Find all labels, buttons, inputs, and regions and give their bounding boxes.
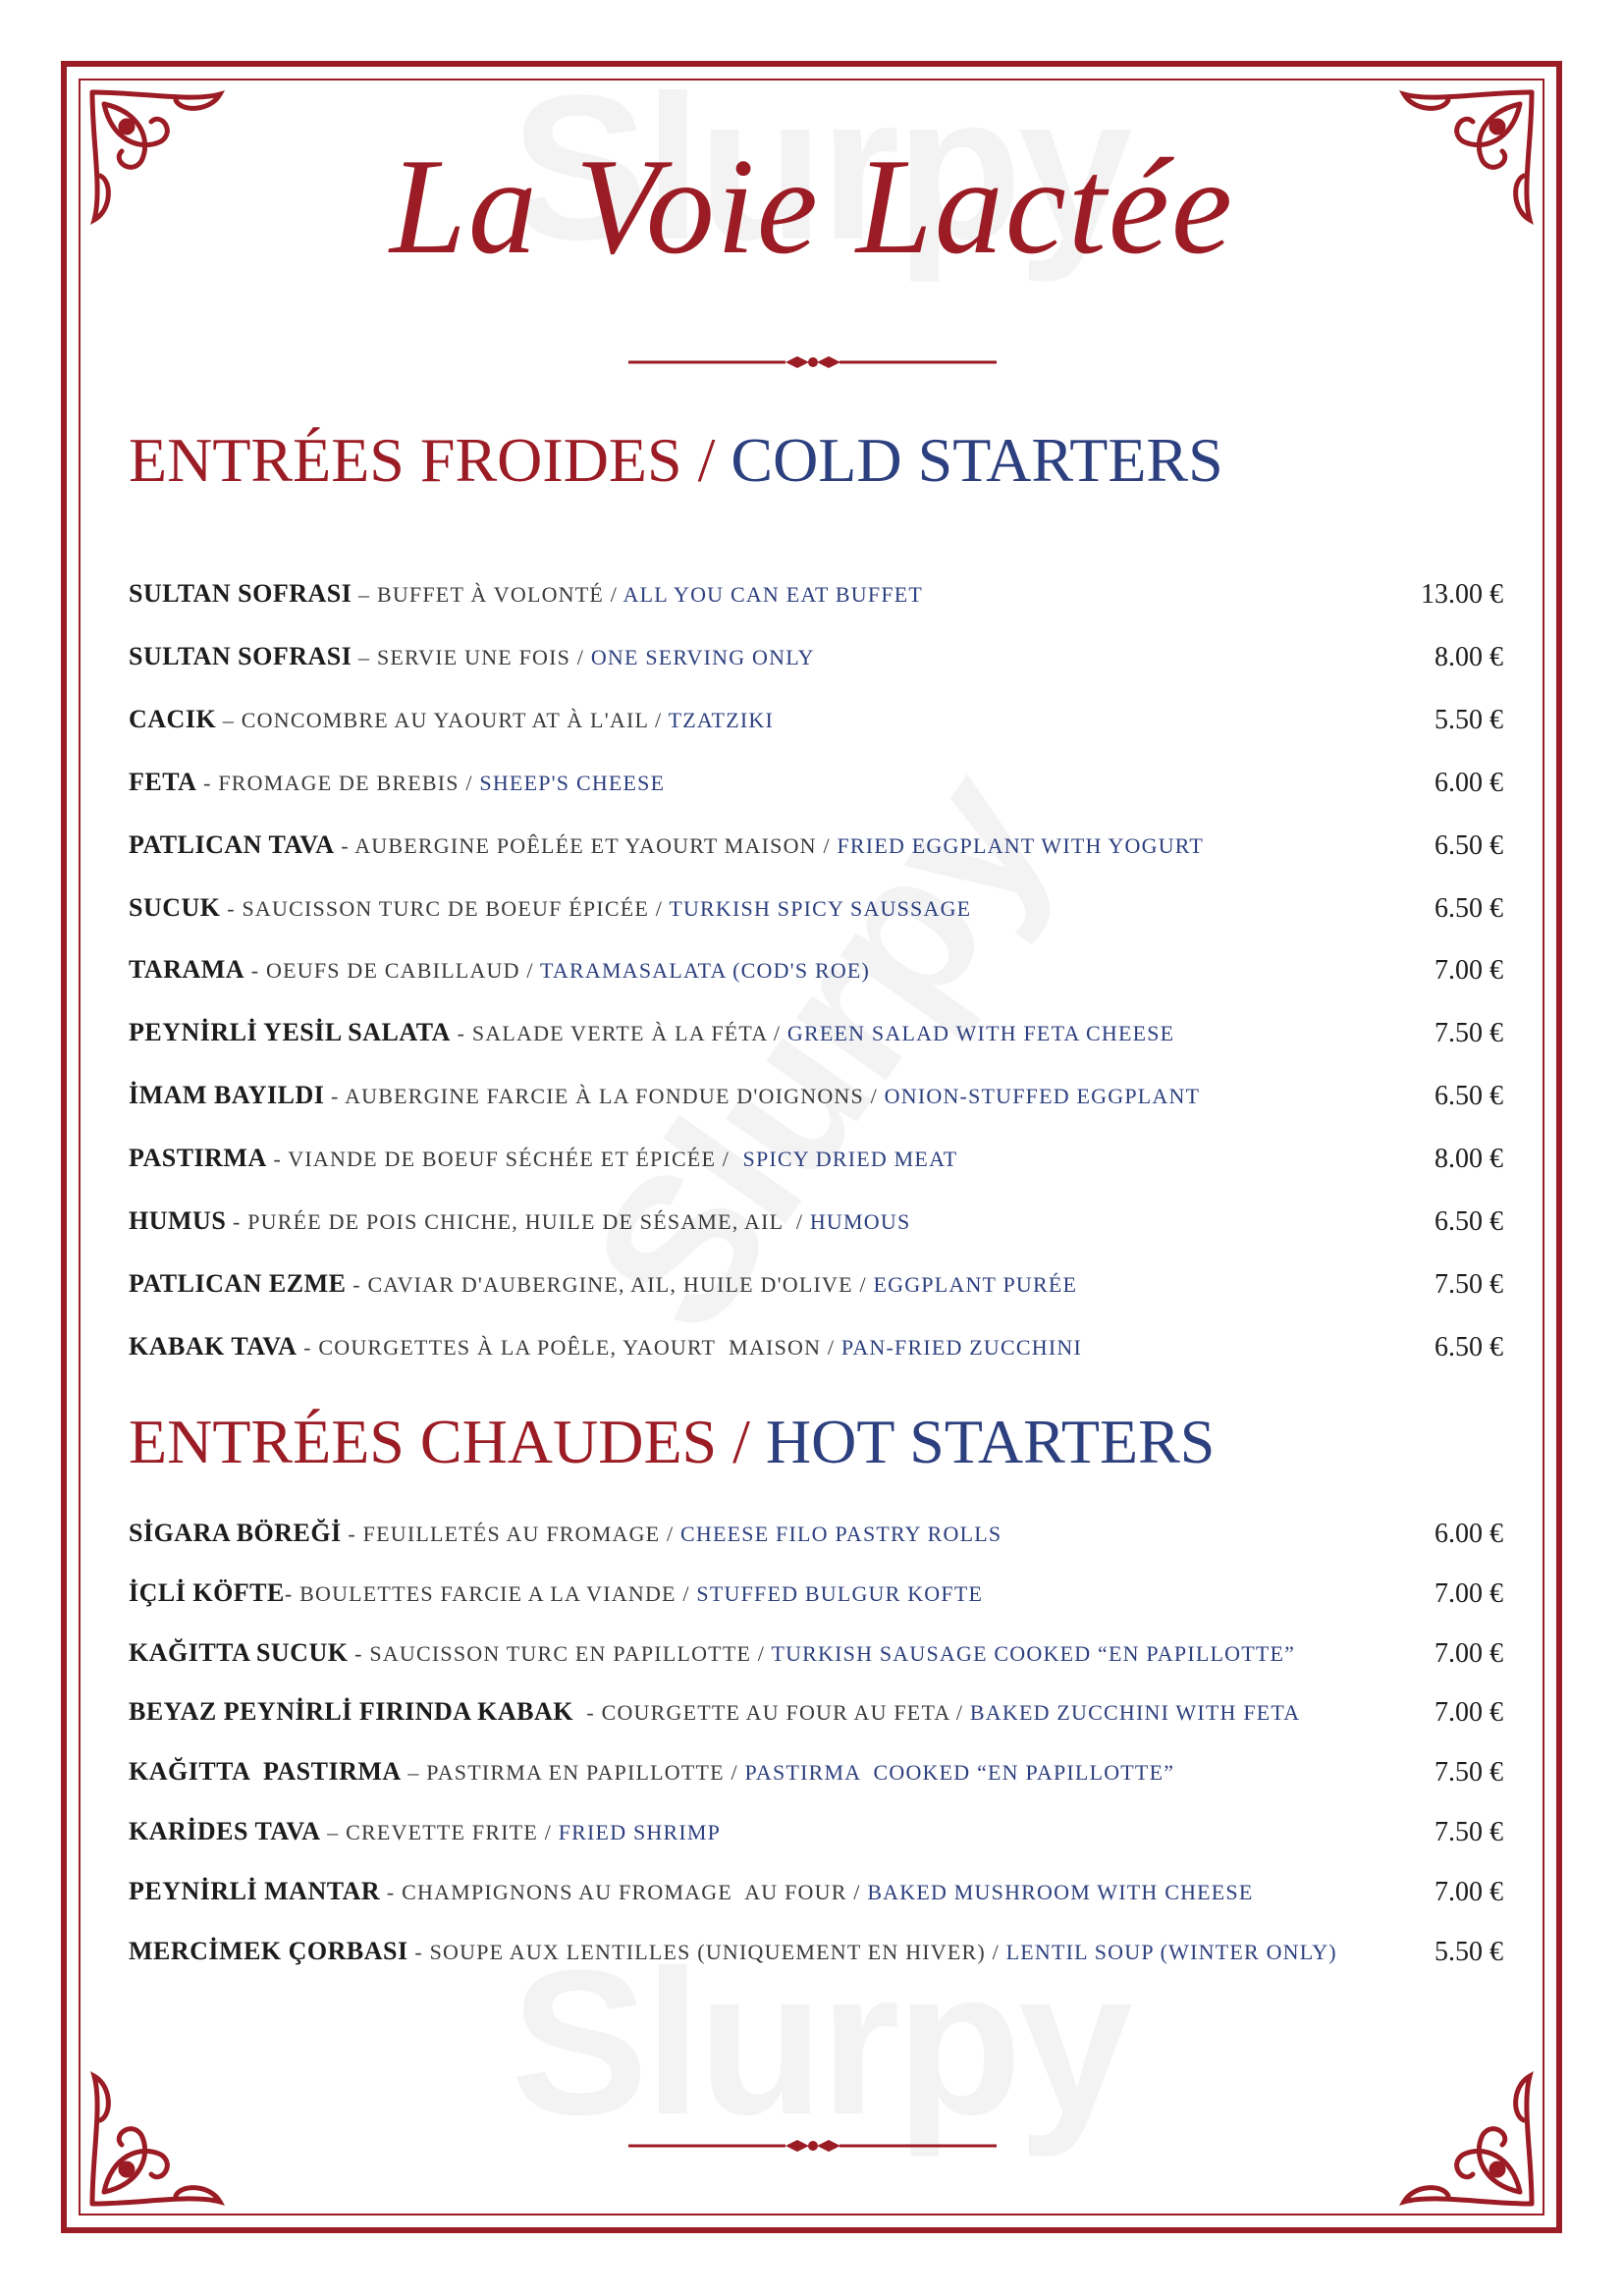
menu-item	[129, 1817, 1503, 1856]
section-heading-cold-starters	[129, 424, 1223, 497]
separator: -	[244, 958, 266, 984]
price: 7.00 €	[1435, 1876, 1503, 1907]
menu-item	[129, 1937, 1503, 1976]
ornamental-divider-icon	[628, 352, 997, 372]
price: 5.50 €	[1435, 704, 1503, 735]
separator: /	[570, 644, 591, 669]
menu-item	[129, 768, 1503, 807]
description-en: FRIED SHRIMP	[558, 1820, 722, 1844]
separator: -	[572, 1700, 602, 1726]
price: 7.50 €	[1435, 1817, 1503, 1847]
heading-separator: /	[681, 425, 731, 495]
separator: /	[649, 895, 670, 921]
heading-fr: ENTRÉES CHAUDES	[129, 1407, 718, 1476]
separator: /	[538, 1820, 559, 1844]
dish-name: İÇLİ KÖFTE	[129, 1577, 285, 1607]
separator: -	[407, 1939, 430, 1964]
menu-item	[129, 579, 1503, 618]
price: 7.00 €	[1435, 1637, 1503, 1669]
separator: /	[716, 1147, 743, 1172]
separator: -	[450, 1021, 472, 1046]
dish-name: İMAM BAYILDI	[129, 1081, 325, 1110]
menu-item	[129, 1081, 1503, 1120]
separator: -	[297, 1334, 319, 1360]
dish-name: FETA	[129, 767, 197, 796]
menu-item	[129, 893, 1503, 933]
description-fr: SAUCISSON TURC EN PAPILLOTTE	[369, 1640, 752, 1666]
separator: –	[216, 707, 242, 732]
separator: -	[226, 1209, 248, 1234]
description-en: ONION-STUFFED EGGPLANT	[884, 1084, 1201, 1109]
price: 6.50 €	[1435, 1206, 1503, 1237]
separator: -	[324, 1084, 346, 1109]
separator: -	[341, 1522, 363, 1546]
description-fr: VIANDE DE BOEUF SÉCHÉE ET ÉPICÉE	[288, 1147, 717, 1172]
price: 7.50 €	[1435, 1018, 1503, 1049]
description-en: FRIED EGGPLANT WITH YOGURT	[837, 832, 1204, 858]
dish-name: PATLICAN TAVA	[129, 829, 335, 859]
separator: –	[401, 1760, 427, 1786]
separator: /	[816, 832, 838, 858]
separator: -	[284, 1580, 300, 1606]
price: 7.50 €	[1435, 1268, 1503, 1300]
description-en: ONE SERVING ONLY	[590, 644, 815, 669]
dish-name: PEYNİRLİ YESİL SALATA	[129, 1018, 451, 1047]
separator: /	[863, 1084, 885, 1109]
menu-item	[129, 1578, 1503, 1618]
corner-ornament-icon	[82, 2066, 230, 2214]
menu-item	[129, 1519, 1503, 1558]
description-en: TARAMASALATA (COD'S ROE)	[540, 958, 871, 984]
price: 6.50 €	[1435, 829, 1503, 861]
description-en: GREEN SALAD WITH FETA CHEESE	[786, 1021, 1175, 1046]
separator: -	[334, 832, 355, 858]
menu-item	[129, 1206, 1503, 1246]
dish-name: SULTAN SOFRASI	[129, 641, 352, 670]
separator: /	[724, 1760, 745, 1786]
description-fr: SERVIE UNE FOIS	[376, 644, 571, 669]
separator: -	[346, 1271, 368, 1297]
description-fr: AUBERGINE FARCIE À LA FONDUE D'OIGNONS	[345, 1084, 864, 1109]
dish-name: SUCUK	[129, 892, 221, 922]
menu-item	[129, 1697, 1503, 1736]
dish-name: KAĞITTA SUCUK	[129, 1637, 349, 1667]
dish-name: PEYNİRLİ MANTAR	[129, 1876, 381, 1905]
heading-separator: /	[717, 1407, 766, 1476]
heading-en: HOT STARTERS	[765, 1407, 1216, 1476]
price: 5.50 €	[1435, 1936, 1503, 1967]
corner-ornament-icon	[1394, 2066, 1542, 2214]
restaurant-title: La Voie Lactée	[389, 131, 1235, 283]
description-en: SPICY DRIED MEAT	[742, 1147, 958, 1172]
menu-item	[129, 1144, 1503, 1183]
separator: –	[352, 644, 377, 669]
price: 8.00 €	[1435, 641, 1503, 672]
description-fr: FROMAGE DE BREBIS	[218, 770, 460, 795]
dish-name: BEYAZ PEYNİRLİ FIRINDA KABAK	[129, 1697, 573, 1727]
description-fr: PASTIRMA EN PAPILLOTTE	[426, 1760, 725, 1786]
separator: -	[380, 1879, 403, 1904]
dish-name: KARİDES TAVA	[129, 1817, 321, 1845]
dish-name: SULTAN SOFRASI	[129, 579, 352, 608]
description-en: TURKISH SPICY SAUSSAGE	[669, 895, 972, 921]
section-heading-hot-starters	[129, 1406, 1215, 1478]
ornamental-divider-icon	[628, 2136, 997, 2156]
separator: /	[985, 1939, 1006, 1964]
separator: /	[459, 770, 480, 795]
price: 13.00 €	[1421, 579, 1503, 610]
price: 7.00 €	[1435, 1577, 1503, 1609]
description-fr: OEUFS DE CABILLAUD	[266, 958, 520, 984]
price: 6.50 €	[1435, 1331, 1503, 1362]
separator: -	[196, 770, 219, 795]
description-fr: SALADE VERTE À LA FÉTA	[471, 1021, 768, 1046]
dish-name: HUMUS	[129, 1206, 227, 1235]
separator: /	[821, 1334, 841, 1360]
description-en: TURKISH SAUSAGE COOKED “EN PAPILLOTTE”	[771, 1640, 1296, 1666]
separator: -	[348, 1640, 370, 1666]
description-fr: PURÉE DE POIS CHICHE, HUILE DE SÉSAME, AIL	[247, 1209, 784, 1234]
description-fr: CONCOMBRE AU YAOURT AT À L'AIL	[241, 707, 649, 732]
dish-name: KAĞITTA PASTIRMA	[129, 1757, 402, 1787]
description-en: PASTIRMA COOKED “EN PAPILLOTTE”	[744, 1760, 1175, 1786]
description-en: BAKED MUSHROOM WITH CHEESE	[867, 1879, 1254, 1904]
description-en: TZATZIKI	[668, 707, 774, 732]
price: 6.50 €	[1435, 892, 1503, 924]
description-fr: SAUCISSON TURC DE BOEUF ÉPICÉE	[242, 895, 649, 921]
heading-en: COLD STARTERS	[731, 425, 1223, 495]
price: 7.50 €	[1435, 1757, 1503, 1789]
menu-item	[129, 1332, 1503, 1371]
dish-name: PATLICAN EZME	[129, 1268, 347, 1298]
separator: -	[266, 1147, 289, 1172]
description-fr: BOULETTES FARCIE A LA VIANDE	[299, 1580, 677, 1606]
menu-item	[129, 642, 1503, 681]
description-fr: AUBERGINE POÊLÉE ET YAOURT MAISON	[354, 832, 817, 858]
separator: /	[648, 707, 669, 732]
separator: /	[949, 1700, 970, 1726]
description-fr: COURGETTE AU FOUR AU FETA	[601, 1700, 950, 1726]
price: 7.00 €	[1435, 955, 1503, 987]
menu-item	[129, 1877, 1503, 1916]
dish-name: CACIK	[129, 704, 217, 733]
description-en: SHEEP'S CHEESE	[479, 770, 666, 795]
description-en: EGGPLANT PURÉE	[873, 1271, 1078, 1297]
description-fr: BUFFET À VOLONTÉ	[376, 582, 605, 607]
menu-item	[129, 1638, 1503, 1678]
description-en: BAKED ZUCCHINI WITH FETA	[969, 1700, 1301, 1726]
price: 8.00 €	[1435, 1144, 1503, 1175]
description-en: LENTIL SOUP (WINTER ONLY)	[1005, 1939, 1337, 1964]
menu-item	[129, 955, 1503, 994]
menu-item	[129, 705, 1503, 744]
separator: /	[676, 1580, 697, 1606]
price: 7.00 €	[1435, 1697, 1503, 1729]
description-fr: COURGETTES À LA POÊLE, YAOURT MAISON	[318, 1334, 822, 1360]
description-en: CHEESE FILO PASTRY ROLLS	[680, 1522, 1002, 1546]
separator: /	[852, 1271, 874, 1297]
menu-item	[129, 1757, 1503, 1796]
description-fr: CAVIAR D'AUBERGINE, AIL, HUILE D'OLIVE	[367, 1271, 853, 1297]
menu-item	[129, 830, 1503, 870]
separator: /	[519, 958, 541, 984]
separator: /	[660, 1522, 681, 1546]
separator: /	[751, 1640, 772, 1666]
heading-fr: ENTRÉES FROIDES	[129, 425, 682, 495]
dish-name: PASTIRMA	[129, 1144, 267, 1173]
dish-name: TARAMA	[129, 955, 245, 985]
price: 6.50 €	[1435, 1081, 1503, 1112]
price: 6.00 €	[1435, 767, 1503, 798]
menu-item	[129, 1269, 1503, 1308]
description-en: STUFFED BULGUR KOFTE	[696, 1580, 984, 1606]
description-fr: CREVETTE FRITE	[346, 1820, 538, 1844]
separator: –	[352, 582, 377, 607]
separator: –	[320, 1820, 347, 1844]
dish-name: KABAK TAVA	[129, 1331, 298, 1361]
dish-name: MERCİMEK ÇORBASI	[129, 1936, 408, 1965]
separator: /	[604, 582, 623, 607]
separator: /	[783, 1209, 810, 1234]
separator: /	[846, 1879, 868, 1904]
description-en: HUMOUS	[809, 1209, 911, 1234]
description-fr: FEUILLETÉS AU FROMAGE	[362, 1522, 661, 1546]
description-en: ALL YOU CAN EAT BUFFET	[623, 582, 924, 607]
dish-name: SİGARA BÖREĞİ	[129, 1519, 342, 1547]
description-en: PAN-FRIED ZUCCHINI	[840, 1334, 1082, 1360]
separator: /	[767, 1021, 787, 1046]
description-fr: CHAMPIGNONS AU FROMAGE AU FOUR	[402, 1879, 847, 1904]
menu-item	[129, 1018, 1503, 1057]
separator: -	[220, 895, 243, 921]
price: 6.00 €	[1435, 1519, 1503, 1549]
description-fr: SOUPE AUX LENTILLES (UNIQUEMENT EN HIVER)	[429, 1939, 986, 1964]
